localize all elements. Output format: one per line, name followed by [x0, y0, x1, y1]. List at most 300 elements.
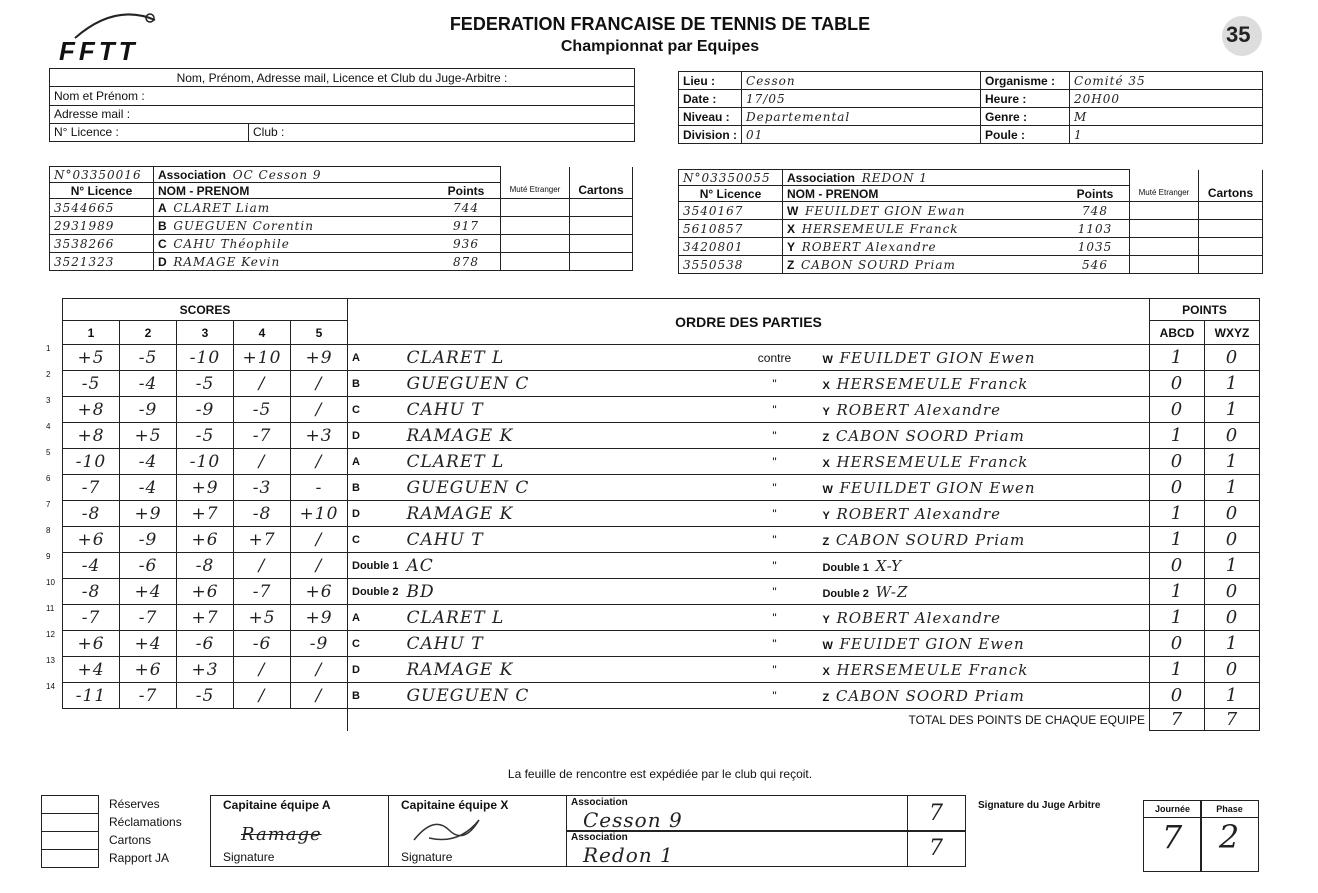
player-cartons	[570, 199, 633, 217]
player-x-cell	[818, 449, 1149, 475]
player-row	[50, 235, 633, 253]
partie-row	[42, 683, 1260, 709]
check-row	[41, 849, 182, 867]
contre-text: "	[730, 527, 818, 553]
set-score: /	[234, 553, 291, 579]
point-abcd: 1	[1150, 501, 1205, 527]
player-x-name: ROBERT Alexandre	[836, 400, 1002, 419]
player-x-cell	[818, 371, 1149, 397]
point-wxyz: 0	[1205, 657, 1260, 683]
player-licence: 3420801	[679, 238, 783, 256]
set-score: /	[291, 371, 348, 397]
parties-table	[42, 298, 1260, 731]
partie-row	[42, 657, 1260, 683]
check-label: Cartons	[109, 833, 152, 847]
juge-mail-label: Adresse mail :	[50, 105, 635, 123]
point-wxyz: 0	[1205, 345, 1260, 371]
player-licence: 5610857	[679, 220, 783, 238]
player-x-name: CABON SOURD Priam	[835, 530, 1026, 549]
team-a-assoc-value: OC Cesson 9	[232, 167, 322, 182]
cap-a-label: Capitaine équipe A	[223, 798, 331, 812]
set-score: +6	[63, 527, 120, 553]
page-title: FEDERATION FRANCAISE DE TENNIS DE TABLE	[449, 14, 871, 34]
player-x-cell	[818, 423, 1149, 449]
niveau-label: Niveau :	[679, 108, 742, 126]
player-mute	[501, 217, 570, 235]
score-x-box: 7	[907, 830, 966, 867]
player-x-name: X-Y	[875, 556, 903, 575]
heure-value: 20H00	[1070, 90, 1263, 108]
contre-text: "	[730, 553, 818, 579]
player-x-letter: X	[822, 379, 830, 392]
set-score: -7	[234, 579, 291, 605]
contre-text: "	[730, 475, 818, 501]
set-header: 3	[177, 321, 234, 345]
genre-value: M	[1070, 108, 1263, 126]
badge-number: 35	[1226, 22, 1251, 47]
set-score: +6	[63, 631, 120, 657]
assoc-x-value: Redon 1	[583, 843, 674, 867]
player-x-cell	[818, 475, 1149, 501]
player-x-cell	[818, 501, 1149, 527]
player-cartons	[1199, 238, 1263, 256]
player-x-cell	[818, 527, 1149, 553]
set-score: -8	[63, 579, 120, 605]
player-row	[679, 220, 1263, 238]
set-header: 4	[234, 321, 291, 345]
player-name: CLARET Liam	[173, 200, 271, 215]
association-a-box	[566, 795, 908, 832]
partie-row	[42, 345, 1260, 371]
set-score: -8	[177, 553, 234, 579]
player-x-letter: Z	[822, 691, 830, 704]
player-x-letter: X	[822, 457, 830, 470]
page-subtitle: Championnat par Equipes	[560, 38, 760, 55]
player-letter: W	[787, 203, 799, 218]
set-score: /	[234, 371, 291, 397]
set-score: +4	[120, 631, 177, 657]
check-row	[41, 813, 182, 831]
contre-text: "	[730, 657, 818, 683]
set-score: -7	[120, 683, 177, 709]
team-x-points-header: Points	[1061, 186, 1130, 202]
partie-number: 13	[46, 656, 55, 665]
cap-x-signature-label: Signature	[401, 850, 453, 864]
player-x-name: FEUILDET GION Ewen	[839, 478, 1036, 497]
partie-number: 12	[46, 630, 55, 639]
fftt-logo	[55, 8, 165, 66]
player-mute	[501, 235, 570, 253]
juge-licence-label: N° Licence :	[50, 123, 249, 141]
partie-row	[42, 475, 1260, 501]
set-score: -5	[120, 345, 177, 371]
player-letter: Z	[787, 257, 795, 272]
player-mute	[501, 253, 570, 271]
player-x-letter: Y	[822, 509, 830, 522]
player-row	[50, 217, 633, 235]
point-abcd: 0	[1150, 397, 1205, 423]
point-wxyz: 0	[1205, 527, 1260, 553]
player-cartons	[1199, 202, 1263, 220]
logo-text: FFTT	[59, 36, 139, 66]
player-mute	[1130, 238, 1199, 256]
set-score: /	[234, 657, 291, 683]
partie-row	[42, 397, 1260, 423]
date-label: Date :	[679, 90, 742, 108]
player-a-letter: B	[348, 371, 403, 397]
set-score: +10	[291, 501, 348, 527]
player-a-letter: B	[348, 683, 403, 709]
player-x-name: W-Z	[875, 582, 909, 601]
partie-row	[42, 553, 1260, 579]
player-a-name: GUEGUEN C	[402, 371, 730, 397]
set-score: -10	[63, 449, 120, 475]
player-name: HERSEMEULE Franck	[801, 221, 959, 236]
partie-row	[42, 527, 1260, 553]
player-points: 878	[432, 253, 501, 271]
set-score: +6	[177, 579, 234, 605]
player-row	[679, 202, 1263, 220]
point-wxyz: 1	[1205, 553, 1260, 579]
set-score: /	[234, 683, 291, 709]
team-a-nom-header: NOM - PRENOM	[154, 183, 433, 199]
partie-row	[42, 423, 1260, 449]
set-score: /	[291, 449, 348, 475]
set-score: +7	[177, 501, 234, 527]
capitaine-a-box	[210, 795, 389, 867]
player-x-name: FEUIDET GION Ewen	[839, 634, 1025, 653]
footer-note: La feuille de rencontre est expédiée par le club qui reçoit.	[507, 767, 813, 781]
set-score: +8	[63, 423, 120, 449]
partie-number: 3	[46, 396, 51, 405]
point-wxyz: 1	[1205, 449, 1260, 475]
player-x-letter: Y	[822, 405, 830, 418]
player-x-cell	[818, 657, 1149, 683]
partie-row	[42, 605, 1260, 631]
set-header: 2	[120, 321, 177, 345]
set-score: -4	[120, 449, 177, 475]
contre-text: "	[730, 501, 818, 527]
point-abcd: 1	[1150, 345, 1205, 371]
player-a-name: RAMAGE K	[402, 423, 730, 449]
player-x-letter: Double 1	[822, 561, 869, 574]
cap-a-signature-label: Signature	[223, 850, 275, 864]
player-x-letter: W	[822, 483, 833, 496]
player-name-cell	[783, 202, 1062, 220]
point-wxyz: 1	[1205, 475, 1260, 501]
player-row	[50, 253, 633, 271]
set-score: -9	[177, 397, 234, 423]
player-licence: 3521323	[50, 253, 154, 271]
player-a-name: BD	[402, 579, 730, 605]
player-name-cell	[154, 253, 433, 271]
player-mute	[1130, 202, 1199, 220]
set-score: +8	[63, 397, 120, 423]
partie-number: 7	[46, 500, 51, 509]
juge-arbitre-table	[49, 68, 635, 142]
niveau-value: Departemental	[742, 108, 981, 126]
contre-text: "	[730, 397, 818, 423]
set-score: +4	[120, 579, 177, 605]
player-x-cell	[818, 397, 1149, 423]
set-score: -5	[177, 423, 234, 449]
player-name: FEUILDET GION Ewan	[805, 203, 966, 218]
team-x-table	[678, 169, 1263, 274]
poule-label: Poule :	[981, 126, 1070, 144]
team-a-mute-header: Muté Etranger	[501, 183, 570, 199]
checkbox[interactable]	[41, 849, 99, 868]
player-points: 744	[432, 199, 501, 217]
player-x-letter: Z	[822, 431, 830, 444]
set-score: -10	[177, 449, 234, 475]
set-score: +7	[177, 605, 234, 631]
contre-text: "	[730, 605, 818, 631]
player-x-cell	[818, 345, 1149, 371]
point-abcd: 1	[1150, 579, 1205, 605]
team-x-association	[783, 170, 1130, 186]
cap-x-label: Capitaine équipe X	[401, 798, 509, 812]
team-a-assoc-label: Association	[158, 167, 227, 182]
player-x-letter: Double 2	[822, 587, 869, 600]
player-a-name: CAHU T	[402, 631, 730, 657]
set-score: +10	[234, 345, 291, 371]
player-name: GUEGUEN Corentin	[173, 218, 314, 233]
player-name-cell	[154, 235, 433, 253]
set-score: +6	[177, 527, 234, 553]
point-abcd: 1	[1150, 657, 1205, 683]
player-letter: X	[787, 221, 796, 236]
set-score: /	[291, 683, 348, 709]
partie-number: 1	[46, 344, 51, 353]
set-score: -9	[120, 397, 177, 423]
player-x-name: HERSEMEULE Franck	[836, 660, 1029, 679]
player-name-cell	[154, 217, 433, 235]
team-a-association	[154, 167, 501, 183]
set-score: /	[291, 553, 348, 579]
team-x-nom-header: NOM - PRENOM	[783, 186, 1062, 202]
team-x-assoc-value: REDON 1	[861, 170, 928, 185]
player-name: CAHU Théophile	[173, 236, 290, 251]
player-a-name: RAMAGE K	[402, 657, 730, 683]
partie-row	[42, 449, 1260, 475]
player-points: 546	[1061, 256, 1130, 274]
player-a-letter: C	[348, 631, 403, 657]
checks-list	[41, 795, 182, 867]
player-row	[679, 256, 1263, 274]
points-header: POINTS	[1150, 299, 1260, 321]
team-a-points-header: Points	[432, 183, 501, 199]
point-abcd: 0	[1150, 683, 1205, 709]
player-cartons	[1199, 256, 1263, 274]
player-x-name: HERSEMEULE Franck	[836, 452, 1029, 471]
set-score: /	[291, 397, 348, 423]
assoc-a-value: Cesson 9	[583, 808, 683, 832]
contre-text: "	[730, 579, 818, 605]
player-mute	[1130, 256, 1199, 274]
journee-box	[1143, 800, 1202, 872]
wxyz-header: WXYZ	[1205, 321, 1260, 345]
player-x-name: HERSEMEULE Franck	[836, 374, 1029, 393]
player-name-cell	[154, 199, 433, 217]
juge-nom-label: Nom et Prénom :	[50, 87, 635, 105]
point-wxyz: 1	[1205, 683, 1260, 709]
player-a-letter: D	[348, 657, 403, 683]
player-cartons	[570, 253, 633, 271]
player-a-name: GUEGUEN C	[402, 475, 730, 501]
set-score: -4	[120, 475, 177, 501]
player-points: 1103	[1061, 220, 1130, 238]
lieu-label: Lieu :	[679, 72, 742, 90]
player-x-cell	[818, 605, 1149, 631]
set-score: -8	[234, 501, 291, 527]
checkbox[interactable]	[41, 795, 99, 813]
set-score: +3	[177, 657, 234, 683]
player-row	[679, 238, 1263, 256]
capitaine-x-box	[388, 795, 567, 867]
set-score: -8	[63, 501, 120, 527]
player-a-name: CLARET L	[402, 449, 730, 475]
player-x-name: CABON SOORD Priam	[835, 686, 1025, 705]
set-score: +3	[291, 423, 348, 449]
contre-text: "	[730, 371, 818, 397]
player-letter: A	[158, 200, 167, 215]
point-wxyz: 1	[1205, 397, 1260, 423]
player-points: 748	[1061, 202, 1130, 220]
point-wxyz: 0	[1205, 605, 1260, 631]
check-row	[41, 795, 182, 813]
score-a-box: 7	[907, 795, 966, 832]
checkbox[interactable]	[41, 831, 99, 849]
player-x-letter: W	[822, 639, 833, 652]
set-score: +9	[291, 605, 348, 631]
player-name: RAMAGE Kevin	[173, 254, 281, 269]
partie-number: 11	[46, 604, 55, 613]
contre-text: "	[730, 449, 818, 475]
player-a-name: GUEGUEN C	[402, 683, 730, 709]
player-points: 936	[432, 235, 501, 253]
phase-label: Phase	[1201, 801, 1258, 818]
check-row	[41, 831, 182, 849]
team-a-cartons-header: Cartons	[570, 183, 633, 199]
partie-number: 2	[46, 370, 51, 379]
cd35-badge	[1218, 10, 1264, 60]
point-abcd: 0	[1150, 631, 1205, 657]
player-name: CABON SOURD Priam	[801, 257, 956, 272]
contre-text: "	[730, 631, 818, 657]
set-score: -5	[63, 371, 120, 397]
player-licence: 3550538	[679, 256, 783, 274]
partie-number: 10	[46, 578, 55, 587]
date-value: 17/05	[742, 90, 981, 108]
point-abcd: 0	[1150, 475, 1205, 501]
partie-number: 5	[46, 448, 51, 457]
player-letter: B	[158, 218, 167, 233]
organisme-label: Organisme :	[981, 72, 1070, 90]
match-info-table	[678, 71, 1263, 144]
set-score: -7	[120, 605, 177, 631]
heure-label: Heure :	[981, 90, 1070, 108]
set-score: +5	[234, 605, 291, 631]
player-letter: D	[158, 254, 167, 269]
player-mute	[1130, 220, 1199, 238]
player-name: ROBERT Alexandre	[801, 239, 937, 254]
team-a-table	[49, 166, 633, 271]
player-a-letter: C	[348, 397, 403, 423]
set-score: +9	[120, 501, 177, 527]
player-cartons	[570, 217, 633, 235]
player-a-name: CLARET L	[402, 345, 730, 371]
total-wxyz: 7	[1205, 709, 1260, 731]
checkbox[interactable]	[41, 813, 99, 831]
point-abcd: 0	[1150, 371, 1205, 397]
abcd-header: ABCD	[1150, 321, 1205, 345]
set-score: +9	[291, 345, 348, 371]
player-x-cell	[818, 683, 1149, 709]
player-x-letter: W	[822, 353, 833, 366]
set-score: -6	[234, 631, 291, 657]
set-score: -4	[120, 371, 177, 397]
partie-row	[42, 501, 1260, 527]
player-licence: 3544665	[50, 199, 154, 217]
lieu-value: Cesson	[742, 72, 981, 90]
player-x-letter: Y	[822, 613, 830, 626]
player-letter: Y	[787, 239, 796, 254]
set-score: -6	[120, 553, 177, 579]
point-abcd: 1	[1150, 527, 1205, 553]
poule-value: 1	[1070, 126, 1263, 144]
partie-number: 4	[46, 422, 51, 431]
player-a-letter: Double 2	[348, 579, 403, 605]
set-score: +5	[120, 423, 177, 449]
set-score: /	[291, 527, 348, 553]
player-row	[50, 199, 633, 217]
point-wxyz: 0	[1205, 579, 1260, 605]
cap-x-scribble-icon	[409, 810, 489, 850]
total-label: TOTAL DES POINTS DE CHAQUE EQUIPE	[348, 709, 1150, 731]
contre-text: contre	[730, 345, 818, 371]
player-x-letter: Z	[822, 535, 830, 548]
point-abcd: 1	[1150, 605, 1205, 631]
partie-number: 6	[46, 474, 51, 483]
player-cartons	[570, 235, 633, 253]
scores-header: SCORES	[63, 299, 348, 321]
player-name-cell	[783, 220, 1062, 238]
set-score: /	[234, 449, 291, 475]
set-score: -7	[63, 475, 120, 501]
set-score: -7	[234, 423, 291, 449]
player-licence: 2931989	[50, 217, 154, 235]
set-score: +4	[63, 657, 120, 683]
team-a-number: N°03350016	[50, 167, 154, 183]
player-a-name: CAHU T	[402, 397, 730, 423]
ordre-header: ORDRE DES PARTIES	[348, 299, 1150, 345]
player-a-letter: D	[348, 423, 403, 449]
player-a-letter: B	[348, 475, 403, 501]
check-label: Réclamations	[109, 815, 182, 829]
organisme-value: Comité 35	[1070, 72, 1263, 90]
division-value: 01	[742, 126, 981, 144]
player-cartons	[1199, 220, 1263, 238]
set-score: -9	[120, 527, 177, 553]
set-score: -10	[177, 345, 234, 371]
team-x-number: N°03350055	[679, 170, 783, 186]
player-x-cell	[818, 579, 1149, 605]
player-x-name: ROBERT Alexandre	[836, 608, 1002, 627]
team-x-assoc-label: Association	[787, 170, 856, 185]
player-a-name: CAHU T	[402, 527, 730, 553]
point-wxyz: 1	[1205, 371, 1260, 397]
player-a-letter: D	[348, 501, 403, 527]
